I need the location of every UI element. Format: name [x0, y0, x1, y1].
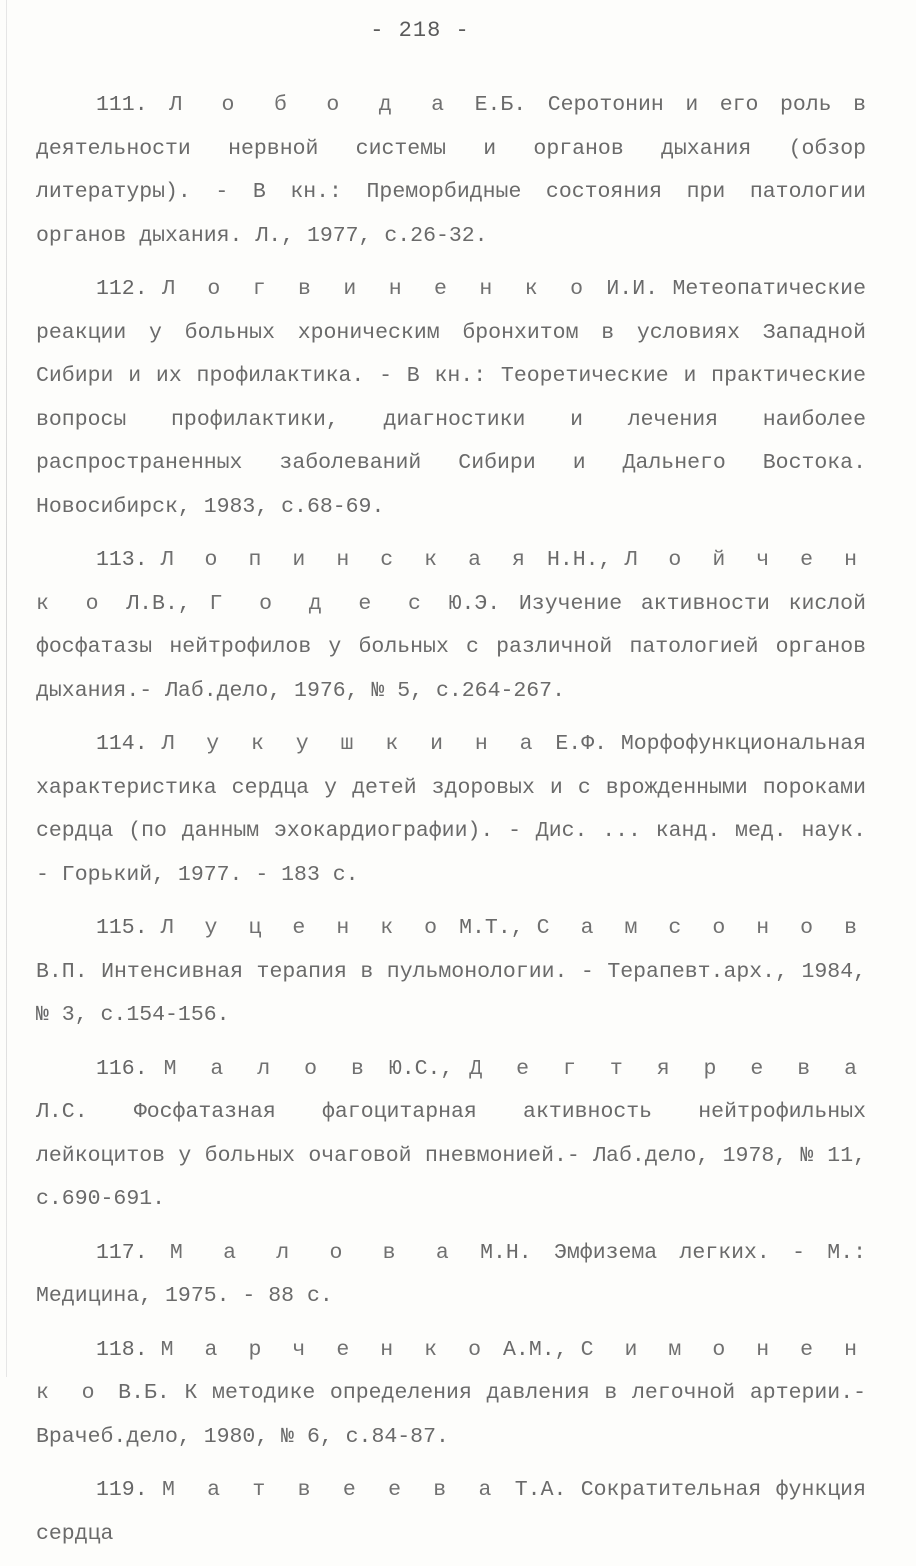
reference-number: 112.	[96, 277, 148, 301]
reference-entry	[36, 1329, 866, 1460]
author-initials: Ю.Э.	[448, 591, 501, 616]
author-initials: И.И.	[606, 277, 659, 301]
author-initials: Л.С.	[36, 1100, 88, 1124]
reference-text: Изучение активности кислой фосфатазы нейтрофилов у больных с различной патологией органов дыхания.- Лаб.дело, 1976, № 5, с.264-267.	[36, 591, 866, 703]
reference-number: 118.	[96, 1337, 148, 1362]
page-number: - 218 -	[370, 18, 470, 43]
author-initials: Л.В.,	[126, 591, 191, 616]
reference-entry	[36, 1232, 866, 1319]
author-surname: М а л о в	[163, 1056, 373, 1081]
author-surname: М а л о в а	[169, 1240, 458, 1265]
reference-number: 111.	[96, 93, 148, 117]
author-surname: Л у ц е н к о	[160, 916, 447, 940]
reference-entry	[36, 1048, 866, 1222]
author-surname: М а р ч е н к о	[160, 1337, 490, 1362]
reference-text: Фосфатазная фагоцитарная активность нейтрофильных лейкоцитов у больных очаговой пневмонией.- Лаб.дело, 1978, № 11, с.690-691.	[36, 1100, 867, 1211]
author-surname: Л о п и н с к а я	[160, 548, 534, 572]
author-initials: М.Н.	[480, 1240, 532, 1265]
author-initials: Н.Н.,	[546, 548, 612, 572]
author-initials: Е.Б.	[474, 93, 527, 117]
author-surname: Л о г в и н е н к о	[162, 277, 592, 301]
reference-entry	[36, 723, 866, 897]
reference-entry	[36, 84, 866, 258]
author-surname: Г о д е с	[209, 591, 430, 616]
reference-text: К методике определения давления в легочной артерии.- Врачеб.дело, 1980, № 6, с.84-87.	[36, 1381, 867, 1449]
author-initials: В.П.	[36, 959, 88, 984]
page-edge-shadow	[6, 0, 7, 1377]
author-initials: Ю.С.,	[388, 1056, 454, 1081]
reference-number: 119.	[96, 1478, 148, 1502]
reference-number: 114.	[96, 732, 148, 756]
author-initials: Т.А.	[514, 1478, 567, 1502]
reference-text: Морфофункциональная характеристика сердца у детей здоровых и с врожденными пороками сердца (по данным эхокардиографии). - Дис. ... канд. мед. наук. - Горький, 1977. - 183 с.	[36, 732, 867, 887]
reference-text: Сократительная функция сердца	[36, 1478, 866, 1546]
reference-text: Интенсивная терапия в пульмонологии. - Терапевт.арх., 1984, № 3, с.154-156.	[36, 959, 866, 1027]
reference-entry	[36, 539, 866, 713]
author-surname: М а т в е е в а	[161, 1478, 501, 1502]
author-initials: В.Б.	[118, 1381, 170, 1405]
reference-list	[36, 84, 866, 1566]
reference-number: 115.	[96, 916, 148, 940]
reference-text: Серотонин и его роль в деятельности нервной системы и органов дыхания (обзор литературы). - В кн.: Преморбидные состояния при патологии органов дыхания. Л., 1977, с.26-32.	[36, 93, 866, 248]
author-initials: Е.Ф.	[555, 732, 607, 756]
author-initials: А.М.,	[503, 1337, 568, 1362]
reference-entry	[36, 1469, 866, 1556]
author-surname: Л о й ч е н к о	[36, 548, 867, 616]
author-initials: М.Т.,	[459, 916, 524, 940]
reference-entry	[36, 268, 866, 529]
reference-text: Эмфизема легких. - М.: Медицина, 1975. - 88 с.	[36, 1240, 866, 1308]
reference-number: 116.	[96, 1056, 148, 1081]
author-surname: Л у к у ш к и н а	[161, 732, 542, 756]
reference-number: 117.	[96, 1240, 148, 1265]
author-surname: Л о б о д а	[169, 93, 454, 117]
author-surname: С а м с о н о в	[536, 916, 867, 940]
reference-text: Метеопатические реакции у больных хроническим бронхитом в условиях Западной Сибири и их профилактика. - В кн.: Теоретические и практические вопросы профилактики, диагностики и лечения наиболее распространенных заболеваний Сибири и Дальнего Востока. Новосибирск, 1983, с.68-69.	[36, 277, 866, 519]
author-surname: С и м о н е н к о	[36, 1337, 867, 1405]
reference-number: 113.	[96, 548, 148, 572]
author-surname: Д е г т я р е в а	[469, 1056, 866, 1081]
reference-entry	[36, 907, 866, 1038]
